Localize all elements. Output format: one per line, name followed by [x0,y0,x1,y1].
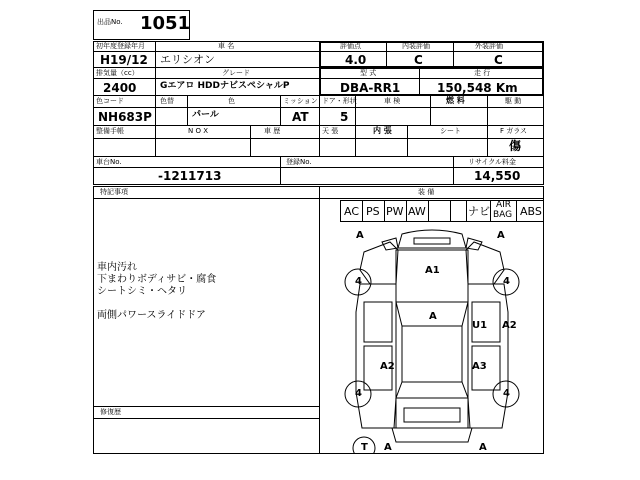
car-name-value: エリシオン [160,53,215,66]
seat-label: シート [440,127,461,135]
car-name-label: 車 名 [218,42,235,50]
doors-label: ドア・形状 [322,97,357,105]
mark-front-right: A [497,230,505,241]
interior-label: 内装評価 [402,42,430,50]
mark-tire-rr: 4 [503,388,510,399]
year-label: 初年度登録年月 [96,42,145,50]
notes-line: シートシミ・ヘタリ [97,286,187,297]
grade-label: グレード [222,69,250,77]
color-label: 色 [228,97,235,105]
equipment-label: 装 備 [418,188,435,196]
equip-pw: PW [386,205,404,218]
mark-left-door: A2 [380,361,395,372]
mission-value: AT [292,110,309,124]
year-value: H19/12 [100,53,148,67]
grade-value: Gエアロ HDDナビスペシャルP [160,81,290,91]
mark-tire-rl: 4 [355,388,362,399]
notes-line: 車内汚れ [97,262,137,273]
equip-ps: PS [366,205,380,218]
notes-line: 下まわりボディサビ・腐食 [97,274,217,285]
interior-lining-label: 内 張 [373,126,392,135]
color-value: パール [192,110,219,120]
chassis-value: -1211713 [158,169,222,183]
notes-label: 特記事項 [100,188,128,196]
mark-right-side: A2 [502,320,517,331]
recycle-label: リサイクル料金 [468,158,517,166]
mileage-label: 走 行 [474,69,491,77]
mark-tire-fr: 4 [503,276,510,287]
mission-label: ミッション [283,97,318,105]
chassis-label: 車台No. [96,158,122,166]
mark-rear-right: A [479,442,487,453]
equip-airbag-top: AIR [496,200,512,210]
colorcode-label: 色コード [96,97,124,105]
equip-aw: AW [408,205,426,218]
lot-number: 1051 [140,13,191,34]
mileage-value: 150,548 Km [437,81,518,95]
score-value: 4.0 [345,53,367,67]
glass-value: 傷 [509,139,522,153]
roof-label: 天 張 [322,127,339,135]
notes-line: 両側パワースライドドア [97,310,206,321]
model-label: 型 式 [360,69,377,77]
manual-label: 整備手帳 [96,127,124,135]
colorcode-value: NH683P [98,110,152,124]
equipment-row [340,200,544,222]
mark-roof: A [429,311,437,322]
mark-spare: T [361,442,368,453]
mark-u1: U1 [472,320,488,331]
drive-label: 駆 動 [505,97,522,105]
car-diagram [320,222,544,454]
nox-label: N O X [188,127,208,135]
inspection-label: 車 検 [384,97,401,105]
colorgroup-label: 色替 [160,97,174,105]
interior-value: C [414,53,423,67]
model-value: DBA-RR1 [340,81,401,95]
mark-front-left: A [356,230,364,241]
equip-abs: ABS [520,205,542,218]
mark-hood: A1 [425,265,440,276]
mark-tire-fl: 4 [355,276,362,287]
mark-right-door: A3 [472,361,487,372]
displacement-label: 排気量（cc） [96,69,139,77]
glass-label: F ガラス [500,127,528,135]
equip-ac: AC [344,205,360,218]
history-label: 車 歴 [264,127,281,135]
repair-label: 修復歴 [100,408,121,416]
equip-airbag-bottom: BAG [493,210,513,220]
fuel-label: 燃 料 [446,96,465,105]
displacement-value: 2400 [103,81,137,95]
registration-label: 登録No. [286,158,312,166]
lot-label: 出品No. [97,18,123,26]
exterior-label: 外装評価 [475,42,503,50]
doors-value: 5 [340,110,349,124]
equip-navi: ナビ [468,205,490,218]
mark-rear-left: A [384,442,392,453]
recycle-value: 14,550 [474,169,521,183]
exterior-value: C [494,53,503,67]
score-label: 評価点 [340,42,361,50]
notes-list [97,258,317,321]
